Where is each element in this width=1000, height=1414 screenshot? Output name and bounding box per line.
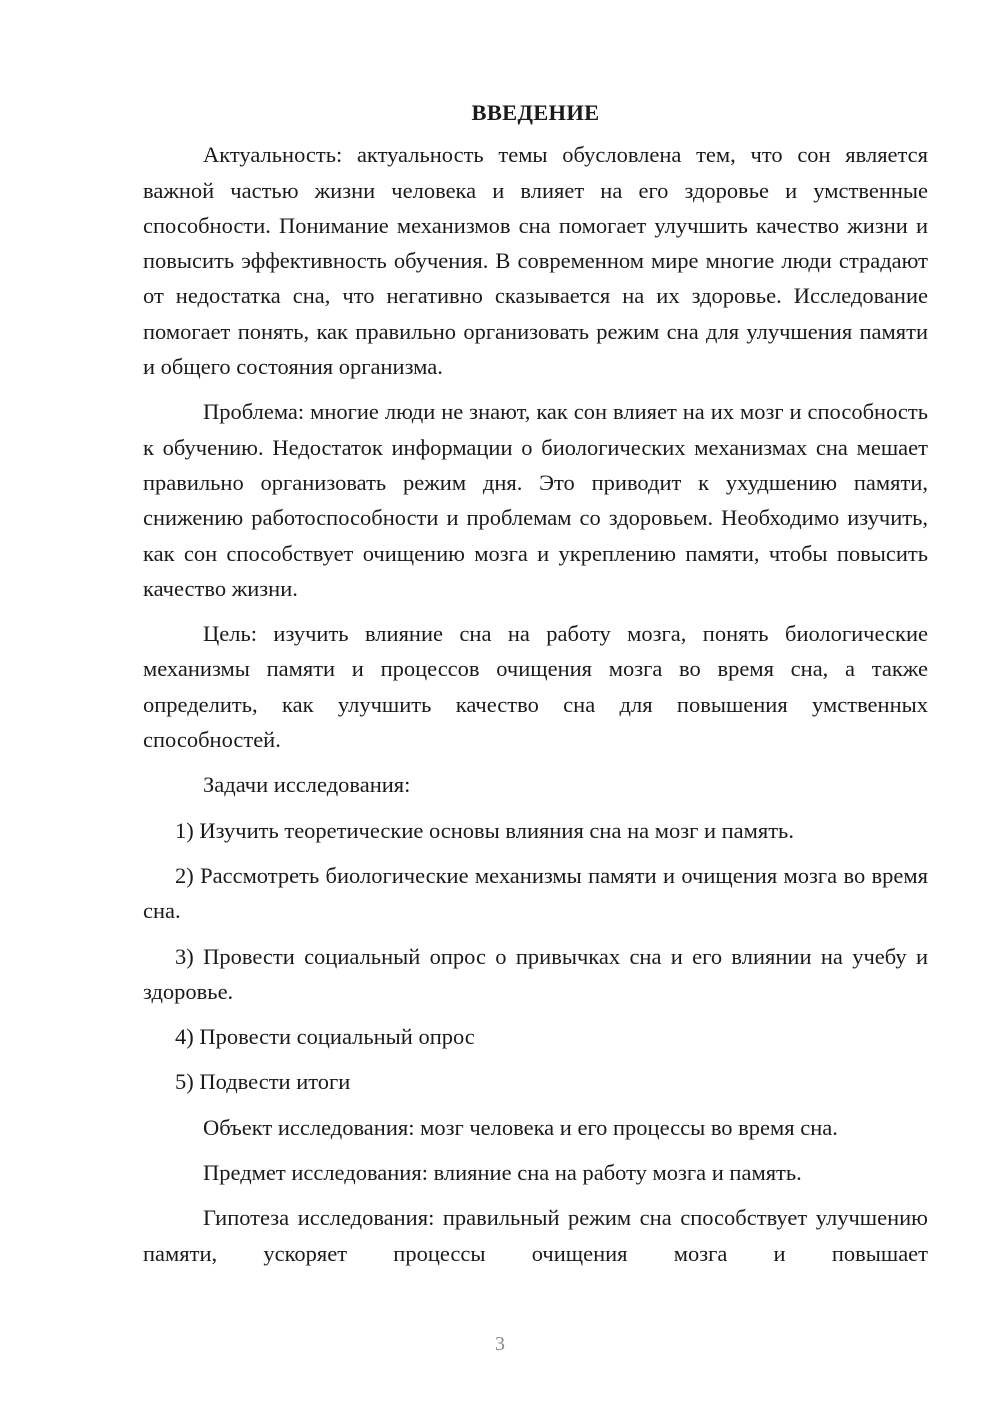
tasks-heading: Задачи исследования: — [203, 772, 411, 798]
section-title: ВВЕДЕНИЕ — [471, 100, 600, 125]
task-item-5: 5) Подвести итоги — [175, 1069, 351, 1095]
task-item-3: 3) Провести социальный опрос о привычках сна и его влиянии на учебу и здоровье. — [143, 943, 928, 1004]
page-number: 3 — [495, 1333, 505, 1355]
paragraph-hypothesis: Гипотеза исследования: правильный режим сна способствует улучшению памяти, ускоряет процессы очищения мозга и повышает — [143, 1205, 928, 1266]
task-item-1: 1) Изучить теоретические основы влияния сна на мозг и память. — [175, 817, 794, 843]
paragraph-subject: Предмет исследования: влияние сна на работу мозга и память. — [203, 1160, 802, 1186]
paragraph-object: Объект исследования: мозг человека и его процессы во время сна. — [203, 1114, 838, 1140]
paragraph-goal: Цель: изучить влияние сна на работу мозга, понять биологические механизмы памяти и процессов очищения мозга во время сна, а также определить, как улучшить качество сна для повышения умственных способностей. — [143, 621, 928, 753]
task-item-2: 2) Рассмотреть биологические механизмы памяти и очищения мозга во время сна. — [143, 862, 928, 924]
paragraph-relevance: Актуальность: актуальность темы обусловлена тем, что сон является важной частью жизни человека и влияет на его здоровье и умственные способности. Понимание механизмов сна помогает улучшить качество жизни и повысить эффективность обучения. В современном мире многие люди страдают от недостатка сна, что негативно сказывается на их здоровье. Исследование помогает понять, как правильно организовать режим сна для улучшения памяти и общего состояния организма. — [143, 142, 928, 380]
page-body — [143, 95, 928, 1281]
paragraph-problem: Проблема: многие люди не знают, как сон влияет на их мозг и способность к обучению. Недостаток информации о биологических механизмах сна мешает правильно организовать режим дня. Это приводит к ухудшению памяти, снижению работоспособности и проблемам со здоровьем. Необходимо изучить, как сон способствует очищению мозга и укреплению памяти, чтобы повысить качество жизни. — [143, 399, 928, 601]
task-item-4: 4) Провести социальный опрос — [175, 1024, 475, 1050]
